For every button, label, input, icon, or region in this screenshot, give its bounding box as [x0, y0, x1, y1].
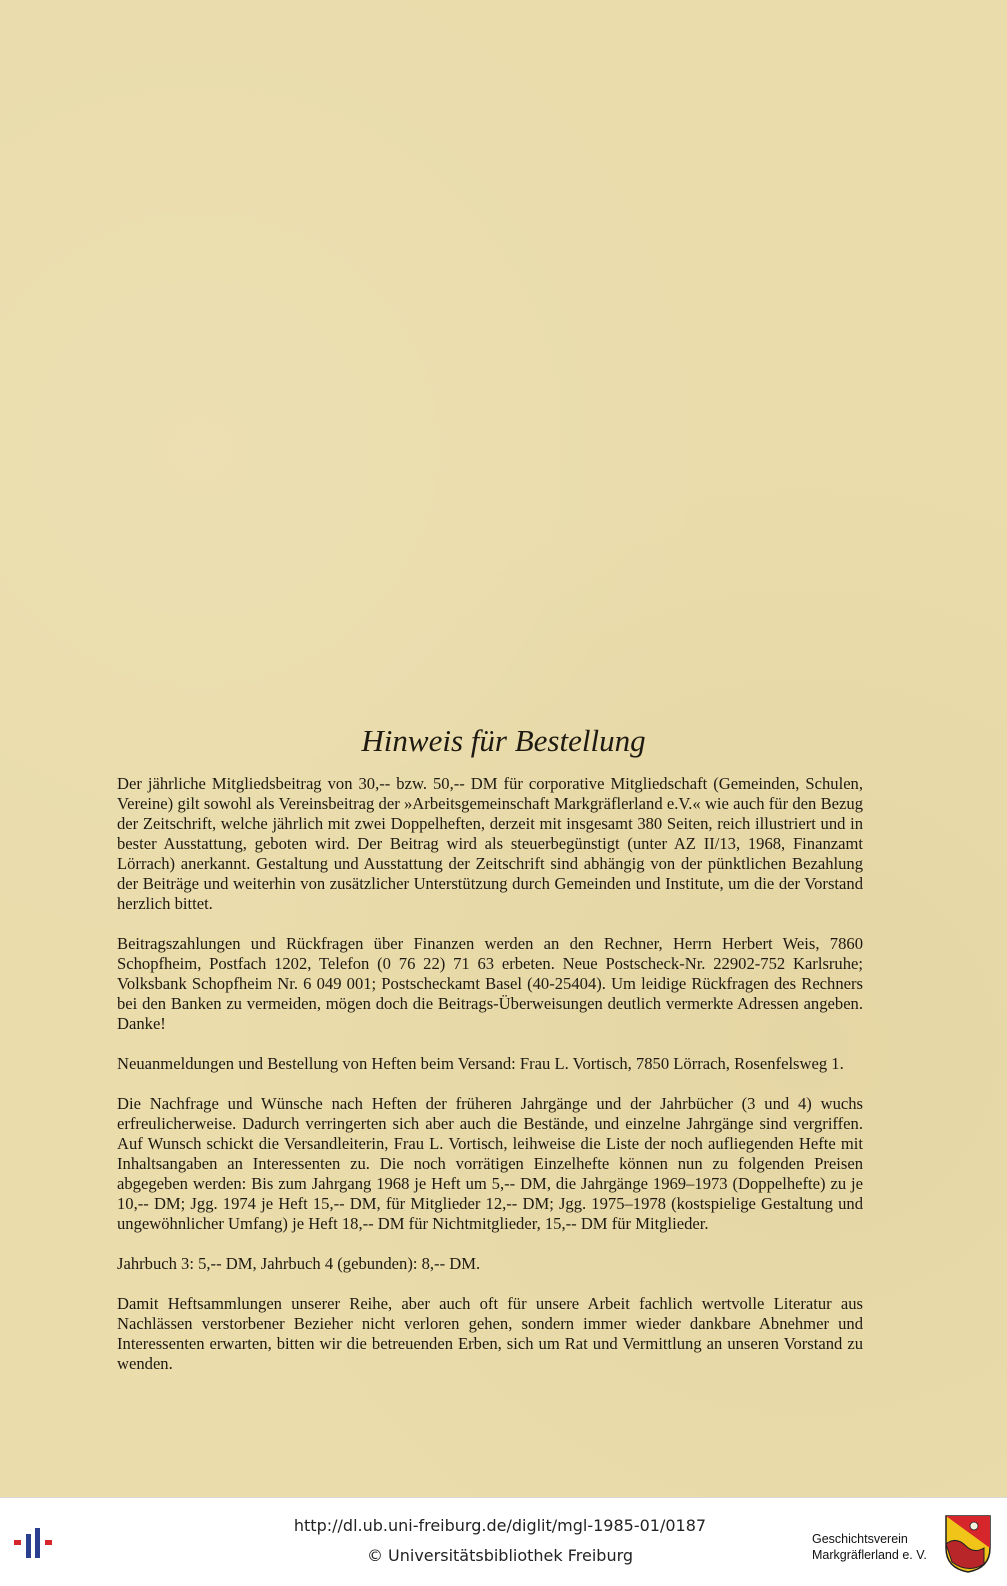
permalink-url[interactable]: http://dl.ub.uni-freiburg.de/diglit/mgl-1985-01/0187 — [293, 1516, 707, 1535]
society-name-line1: Geschichtsverein — [812, 1532, 908, 1546]
footer-bar — [0, 1497, 1007, 1586]
body-text — [117, 774, 863, 1394]
paragraph-estates: Damit Heftsammlungen unserer Reihe, aber auch oft für unsere Arbeit fachlich wertvolle Literatur aus Nachlässen verstorbener Bezieher nicht verloren gehen, sondern immer wieder dankbare Abnehmer und Interessenten erwarten, bitten wir die betreuenden Erben, sich um Rat und Vermittlung an unseren Vorstand zu wenden. — [117, 1294, 863, 1373]
paragraph-registrations: Neuanmeldungen und Bestellung von Heften beim Versand: Frau L. Vortisch, 7850 Lörrach, Rosenfelsweg 1. — [117, 1054, 844, 1073]
paragraph-membership: Der jährliche Mitgliedsbeitrag von 30,-- bzw. 50,-- DM für corporative Mitgliedschaft (Gemeinden, Schulen, Vereine) gilt sowohl als Vereinsbeitrag der »Arbeitsgemeinschaft Markgräflerland e.V.« wie auch für den Bezug der Zeitschrift, welche jährlich mit zwei Doppelheften, derzeit mit insgesamt 380 Seiten, reich illustriert und in bester Ausstattung, geboten wird. Der Beitrag wird als steuerbegünstigt (unter AZ II/13, 1968, Finanzamt Lörrach) anerkannt. Gestaltung und Ausstattung der Zeitschrift sind abhängig von der pünktlichen Bezahlung der Beiträge und weiterhin von zusätzlicher Unterstützung durch Gemeinden und Institute, um die der Vorstand herzlich bittet. — [117, 774, 863, 913]
paragraph-payments: Beitragszahlungen und Rückfragen über Finanzen werden an den Rechner, Herrn Herbert Weis, 7860 Schopfheim, Postfach 1202, Telefon (0 76 22) 71 63 erbeten. Neue Postscheck-Nr. 22902-752 Karlsruhe; Volksbank Schopfheim Nr. 6 049 001; Postscheckamt Basel (40-25404). Um leidige Rückfragen des Rechners bei den Banken zu vermeiden, mögen doch die Beitrags-Überweisungen deutlich vermerkte Adressen angeben. Danke! — [117, 934, 863, 1033]
page-title: Hinweis für Bestellung — [361, 723, 646, 758]
paragraph-back-issues: Die Nachfrage und Wünsche nach Heften der früheren Jahrgänge und der Jahrbücher (3 und 4) wuchs erfreulicherweise. Dadurch verringerten sich aber auch die Bestände, und einzelne Jahrgänge sind vergriffen. Auf Wunsch schickt die Versandleiterin, Frau L. Vortisch, leihweise die Liste der noch aufliegenden Hefte mit Inhaltsangaben an Interessenten zu. Die noch vorrätigen Einzelhefte können nun zu folgenden Preisen abgegeben werden: Bis zum Jahrgang 1968 je Heft um 5,-- DM, die Jahrgänge 1969–1973 (Doppelhefte) zu je 10,-- DM; Jgg. 1974 je Heft 15,-- DM, für Mitglieder 12,-- DM; Jgg. 1975–1978 (kostspielige Gestaltung und ungewöhnlicher Umfang) je Heft 18,-- DM für Nichtmitglieder, 15,-- DM für Mitglieder. — [117, 1094, 863, 1233]
paragraph-yearbooks: Jahrbuch 3: 5,-- DM, Jahrbuch 4 (gebunden): 8,-- DM. — [117, 1254, 481, 1273]
society-name-line2: Markgräflerland e. V. — [812, 1548, 927, 1562]
society-name — [812, 1531, 947, 1563]
copyright-notice: © Universitätsbibliothek Freiburg — [366, 1546, 634, 1565]
coat-of-arms-icon — [944, 1514, 992, 1574]
ub-freiburg-logo-icon[interactable] — [12, 1524, 64, 1564]
